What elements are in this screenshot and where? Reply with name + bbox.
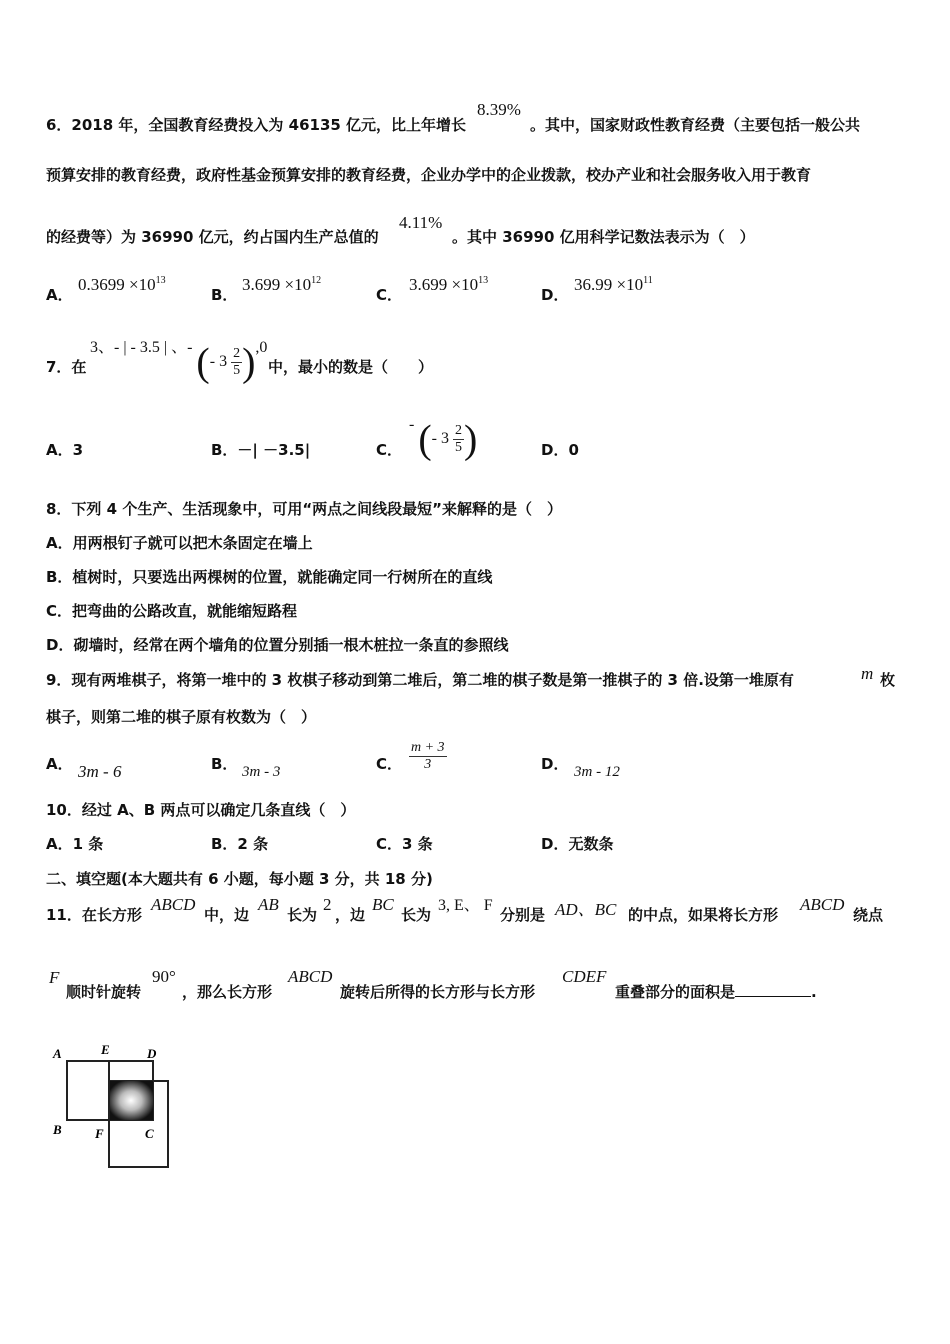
q7-option-d[interactable]: D．0 — [541, 441, 579, 459]
q11-m7: ABCD — [800, 895, 845, 914]
q9-option-b-value: 3m - 3 — [242, 764, 281, 780]
label-B: B — [53, 1122, 62, 1137]
q11-m1: ABCD — [151, 895, 196, 914]
answer-blank[interactable] — [735, 982, 811, 997]
q8-stem: 8．下列 4 个生产、生活现象中，可用“两点之间线段最短”来解释的是（ ） — [46, 500, 563, 518]
q11-t10: ，那么长方形 — [182, 983, 273, 1001]
q9-line1b: 枚 — [880, 671, 896, 689]
q9-option-a-value: 3m - 6 — [78, 762, 122, 781]
label-E: E — [101, 1042, 110, 1057]
q10-stem: 10．经过 A、B 两点可以确定几条直线（ ） — [46, 801, 356, 819]
q9-line1: 9．现有两堆棋子，将第一堆中的 3 枚棋子移动到第二堆后，第二堆的棋子数是第一推棋子的 3 倍.设第一堆原有 — [46, 671, 794, 689]
rectangle-rotation-figure — [45, 1040, 185, 1175]
q11-t2: 中，边 — [204, 906, 250, 924]
q7-option-c-letter[interactable]: C． — [376, 441, 403, 459]
label-F: F — [95, 1126, 104, 1141]
q10-option-d[interactable]: D．无数条 — [541, 835, 614, 853]
q10-option-a[interactable]: A．1 条 — [46, 835, 104, 853]
q6-pct2: 4.11% — [399, 213, 443, 232]
q6-line1b: 。其中，国家财政性教育经费（主要包括一般公共 — [530, 116, 861, 134]
q7-option-c-value: - (- 3 $\frac{2}{5}$ ) — [409, 416, 478, 462]
q11-t8: 绕点 — [853, 906, 884, 924]
q11-m9: 90° — [152, 967, 176, 986]
q6-option-a-value: $0.3699 \times 10^{13}$ — [78, 275, 166, 294]
q9-var-m: m — [861, 664, 874, 683]
q7-option-b[interactable]: B．－| －3.5| — [211, 441, 311, 459]
q6-option-c-letter[interactable]: C． — [376, 286, 403, 304]
q6-option-b-value: $3.699 \times 10^{12}$ — [242, 275, 322, 294]
q11-t7: 的中点，如果将长方形 — [628, 906, 779, 924]
q6-option-b-letter[interactable]: B． — [211, 286, 238, 304]
q9-line2: 棋子，则第二堆的棋子原有枚数为（ ） — [46, 708, 317, 726]
q6-option-d-value: $36.99 \times 10^{11}$ — [574, 275, 653, 294]
q11-t5: 长为 — [401, 906, 432, 924]
q11-m8: F — [49, 968, 60, 987]
q11-t4: ，边 — [335, 906, 366, 924]
q11-t11: 旋转后所得的长方形与长方形 — [340, 983, 536, 1001]
q8-option-d[interactable]: D．砌墙时，经常在两个墙角的位置分别插一根木桩拉一条直的参照线 — [46, 636, 509, 654]
q11-m11: CDEF — [562, 967, 607, 986]
q10-option-c[interactable]: C．3 条 — [376, 835, 433, 853]
q6-line1 — [46, 115, 466, 135]
q9-option-c-value: $\frac{m + 3}{3}$ — [411, 740, 445, 772]
q6-option-a-letter[interactable]: A． — [46, 286, 73, 304]
q9-option-b-letter[interactable]: B． — [211, 755, 238, 773]
q11-m4: BC — [372, 895, 394, 914]
q11-m10: ABCD — [288, 967, 333, 986]
q11-t1: 11．在长方形 — [46, 906, 142, 924]
q9-option-d-letter[interactable]: D． — [541, 755, 569, 773]
q7-expression: 3、- | - 3.5 | 、- (- 3 $\frac{2}{5}$ ),0 — [90, 339, 268, 385]
label-C: C — [145, 1126, 154, 1141]
q11-m6: AD、BC — [555, 900, 617, 919]
q6-option-c-value: $3.699 \times 10^{13}$ — [409, 275, 489, 294]
q8-option-b[interactable]: B．植树时，只要选出两棵树的位置，就能确定同一行树所在的直线 — [46, 568, 493, 586]
q10-option-b[interactable]: B．2 条 — [211, 835, 269, 853]
q11-m5: 3, E、 F — [438, 897, 493, 914]
q7-prefix: 7．在 — [46, 358, 87, 376]
q6-line2: 预算安排的教育经费，政府性基金预算安排的教育经费，企业办学中的企业拨款，校办产业和社会服务收入用于教育 — [46, 166, 812, 184]
q6-line1-text: 6．2018 年，全国教育经费投入为 46135 亿元，比上年增长 — [46, 116, 467, 134]
q11-t6: 分别是 — [500, 906, 546, 924]
q8-option-c[interactable]: C．把弯曲的公路改直，就能缩短路程 — [46, 602, 298, 620]
q6-pct1: 8.39% — [477, 100, 521, 119]
label-A: A — [53, 1046, 62, 1061]
q9-option-a-letter[interactable]: A． — [46, 755, 73, 773]
q6-line3b: 。其中 36990 亿用科学记数法表示为（ ） — [452, 228, 755, 246]
q9-option-d-value: 3m - 12 — [574, 764, 620, 780]
q6-line3: 的经费等）为 36990 亿元，约占国内生产总值的 — [46, 228, 379, 246]
q11-m3: 2 — [323, 895, 332, 914]
q9-option-c-letter[interactable]: C． — [376, 755, 403, 773]
q7-suffix: 中，最小的数是（ ） — [268, 358, 434, 376]
overlap-region — [109, 1081, 153, 1120]
q7-option-a[interactable]: A．3 — [46, 441, 84, 459]
label-D: D — [147, 1046, 157, 1061]
section-2-heading: 二、填空题(本大题共有 6 小题，每小题 3 分，共 18 分) — [46, 870, 433, 888]
q11-m2: AB — [258, 895, 279, 914]
q8-option-a[interactable]: A．用两根钉子就可以把木条固定在墙上 — [46, 534, 313, 552]
q11-t3: 长为 — [287, 906, 318, 924]
q11-t12: 重叠部分的面积是 . — [615, 983, 817, 1001]
q6-option-d-letter[interactable]: D． — [541, 286, 569, 304]
q11-t9: 顺时针旋转 — [66, 983, 142, 1001]
